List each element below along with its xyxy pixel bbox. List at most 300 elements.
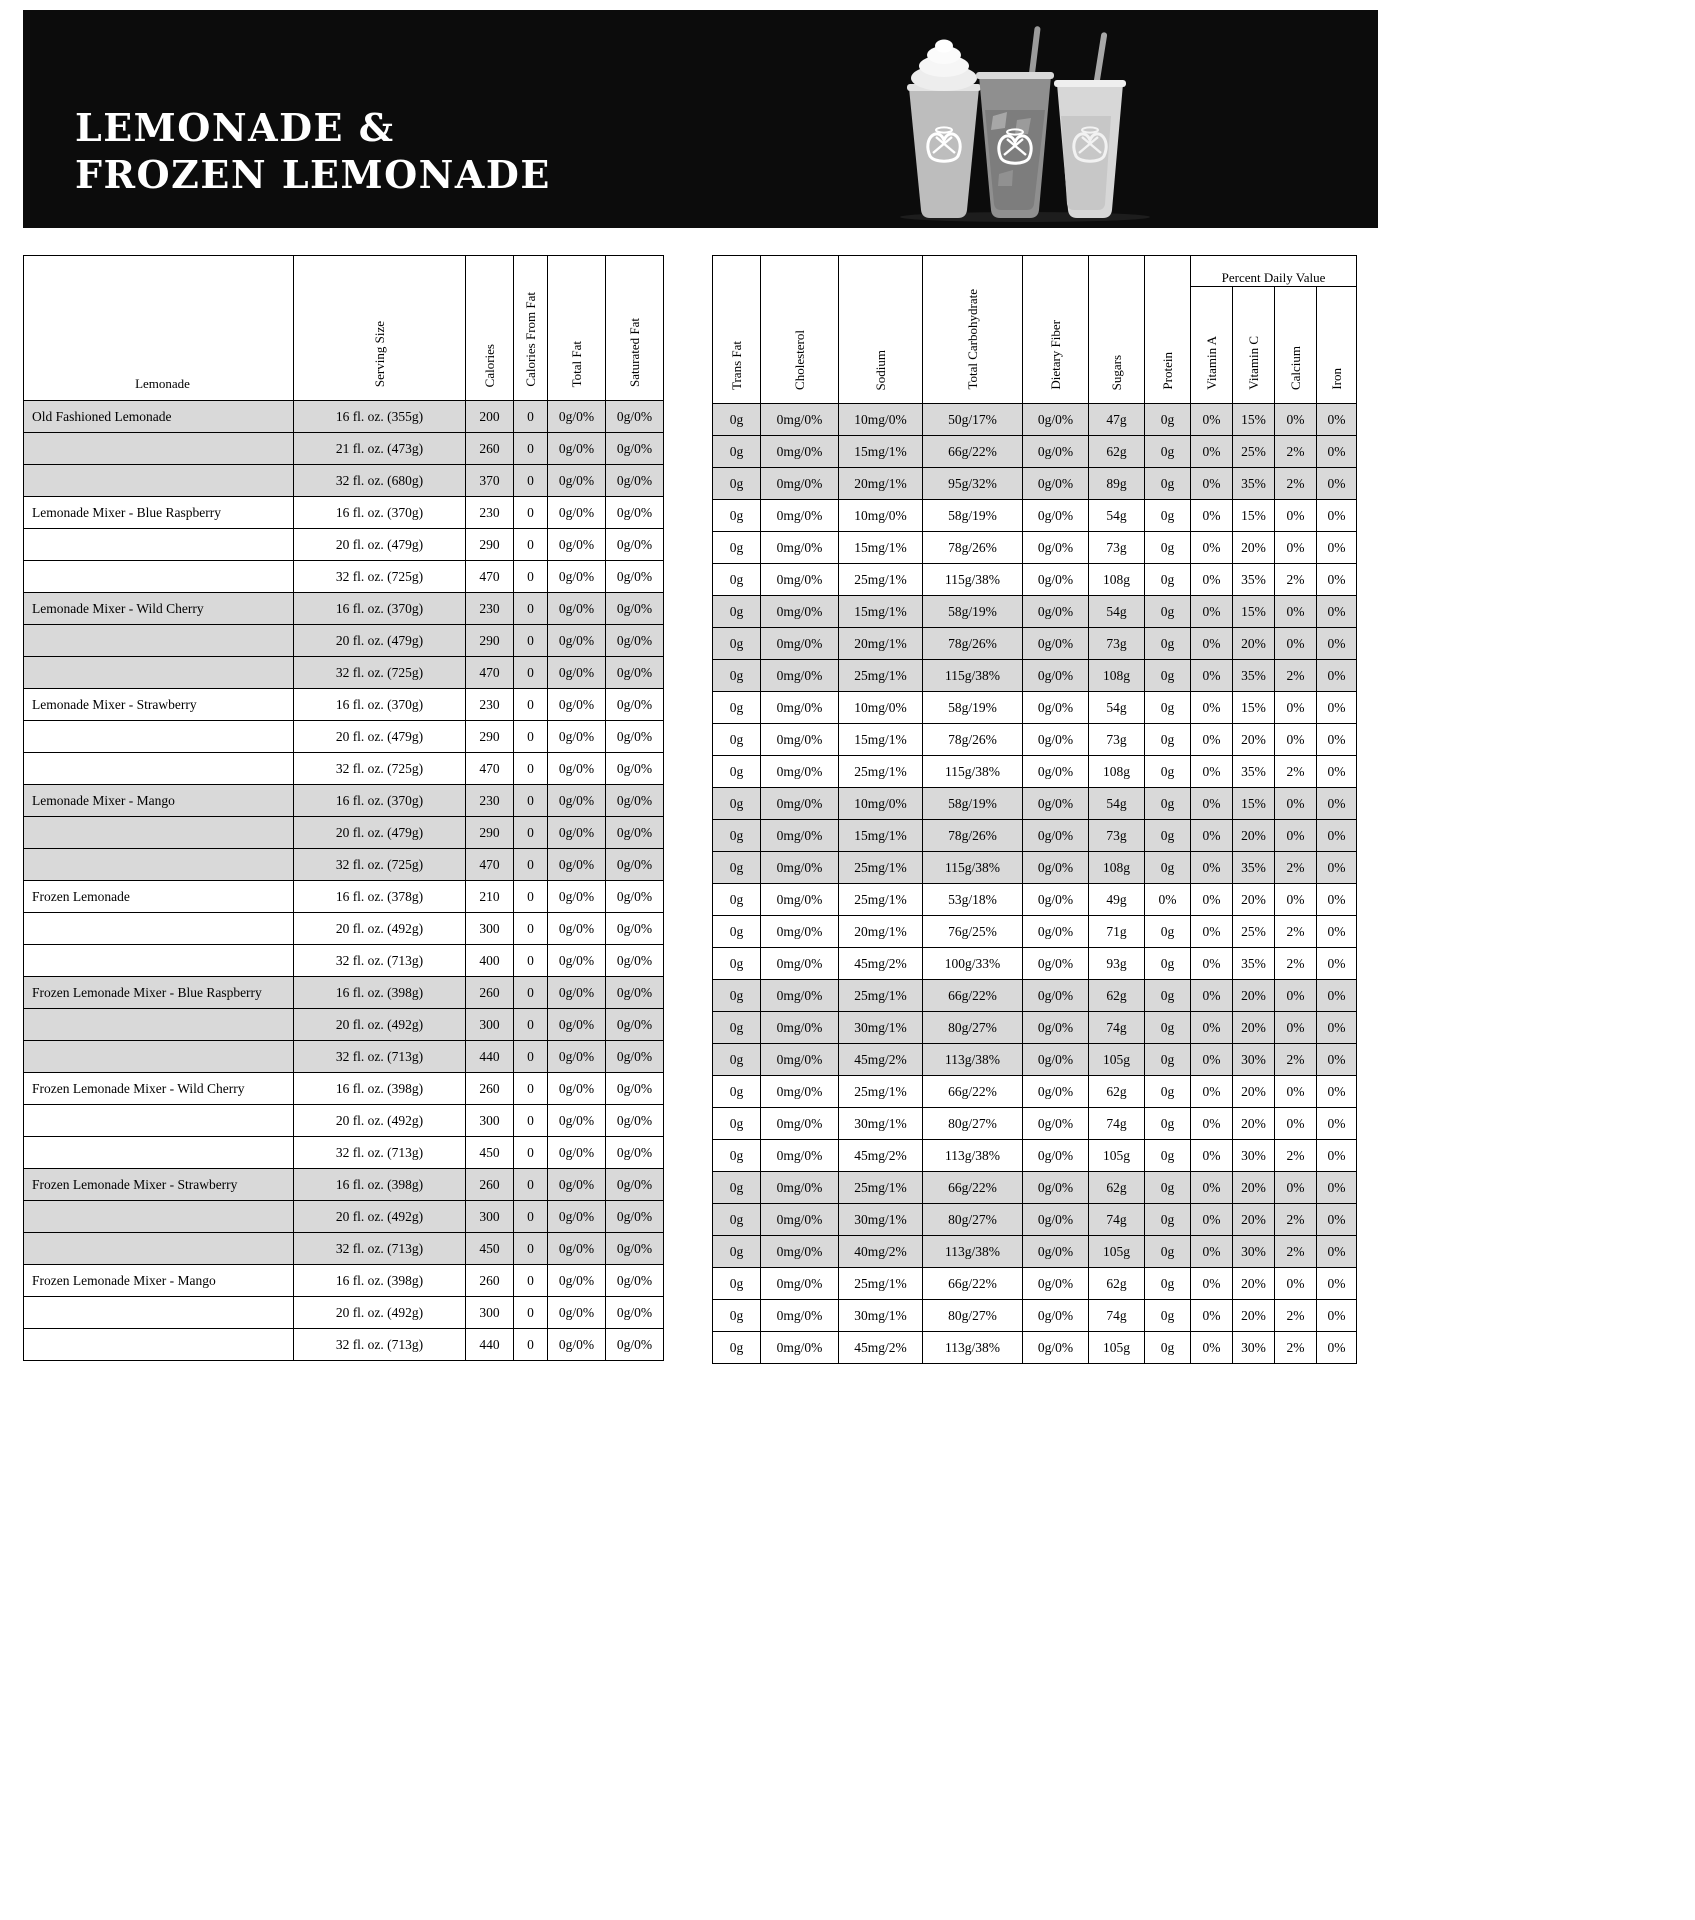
value-cell: 0g/0% — [1023, 852, 1089, 884]
value-cell: 0% — [1275, 884, 1317, 916]
value-cell: 0% — [1191, 980, 1233, 1012]
product-name-cell: Frozen Lemonade — [24, 881, 294, 913]
value-cell: 74g — [1089, 1300, 1145, 1332]
product-name-cell — [24, 1041, 294, 1073]
value-cell: 0g — [1145, 980, 1191, 1012]
value-cell: 89g — [1089, 468, 1145, 500]
value-cell: 0% — [1317, 916, 1357, 948]
value-cell: 20% — [1233, 724, 1275, 756]
value-cell: 0g/0% — [548, 721, 606, 753]
value-cell: 0% — [1275, 628, 1317, 660]
value-cell: 0% — [1275, 596, 1317, 628]
value-cell: 0g/0% — [1023, 436, 1089, 468]
value-cell: 0g/0% — [548, 1169, 606, 1201]
value-cell: 15% — [1233, 500, 1275, 532]
value-cell: 105g — [1089, 1332, 1145, 1364]
value-cell: 45mg/2% — [839, 1332, 923, 1364]
value-cell: 20 fl. oz. (492g) — [294, 1201, 466, 1233]
product-name-cell — [24, 721, 294, 753]
value-cell: 0g — [1145, 1076, 1191, 1108]
value-cell: 0g/0% — [1023, 948, 1089, 980]
value-cell: 0% — [1317, 468, 1357, 500]
value-cell: 78g/26% — [923, 628, 1023, 660]
table-row — [24, 977, 664, 1009]
value-cell: 0 — [514, 433, 548, 465]
table-row — [24, 465, 664, 497]
product-name-cell — [24, 817, 294, 849]
value-cell: 58g/19% — [923, 788, 1023, 820]
value-cell: 0g/0% — [548, 529, 606, 561]
value-cell: 0g/0% — [548, 977, 606, 1009]
value-cell: 0mg/0% — [761, 756, 839, 788]
value-cell: 53g/18% — [923, 884, 1023, 916]
value-cell: 115g/38% — [923, 660, 1023, 692]
value-cell: 0g — [1145, 596, 1191, 628]
value-cell: 0g — [1145, 788, 1191, 820]
value-cell: 0g/0% — [1023, 596, 1089, 628]
value-cell: 0g — [1145, 564, 1191, 596]
value-cell: 25mg/1% — [839, 1172, 923, 1204]
value-cell: 470 — [466, 849, 514, 881]
value-cell: 113g/38% — [923, 1332, 1023, 1364]
value-cell: 0g — [1145, 468, 1191, 500]
value-cell: 0% — [1317, 1108, 1357, 1140]
value-cell: 0g/0% — [1023, 1076, 1089, 1108]
value-cell: 15% — [1233, 692, 1275, 724]
value-cell: 108g — [1089, 852, 1145, 884]
value-cell: 0mg/0% — [761, 532, 839, 564]
table-row — [713, 1332, 1357, 1364]
value-cell: 0g/0% — [606, 881, 664, 913]
value-cell: 0g — [713, 628, 761, 660]
value-cell: 0g — [713, 436, 761, 468]
value-cell: 2% — [1275, 852, 1317, 884]
value-cell: 0 — [514, 817, 548, 849]
value-cell: 290 — [466, 625, 514, 657]
value-cell: 0mg/0% — [761, 564, 839, 596]
value-cell: 25mg/1% — [839, 884, 923, 916]
value-cell: 0g/0% — [1023, 660, 1089, 692]
value-cell: 0g/0% — [548, 881, 606, 913]
table-row — [713, 980, 1357, 1012]
value-cell: 0mg/0% — [761, 1300, 839, 1332]
value-cell: 35% — [1233, 564, 1275, 596]
value-cell: 10mg/0% — [839, 404, 923, 436]
value-cell: 0g — [713, 884, 761, 916]
value-cell: 260 — [466, 1265, 514, 1297]
value-cell: 2% — [1275, 564, 1317, 596]
table-row — [713, 1300, 1357, 1332]
value-cell: 0g — [713, 1172, 761, 1204]
value-cell: 300 — [466, 913, 514, 945]
value-cell: 20% — [1233, 1268, 1275, 1300]
value-cell: 0% — [1317, 692, 1357, 724]
value-cell: 32 fl. oz. (713g) — [294, 945, 466, 977]
value-cell: 0mg/0% — [761, 884, 839, 916]
column-header-sodium — [839, 256, 923, 404]
value-cell: 2% — [1275, 916, 1317, 948]
value-cell: 300 — [466, 1297, 514, 1329]
value-cell: 25% — [1233, 436, 1275, 468]
value-cell: 113g/38% — [923, 1140, 1023, 1172]
value-cell: 62g — [1089, 980, 1145, 1012]
value-cell: 78g/26% — [923, 532, 1023, 564]
table-row — [713, 500, 1357, 532]
product-name-cell — [24, 1233, 294, 1265]
value-cell: 0% — [1317, 820, 1357, 852]
column-header-trans-fat — [713, 256, 761, 404]
value-cell: 15mg/1% — [839, 532, 923, 564]
value-cell: 80g/27% — [923, 1300, 1023, 1332]
column-header-cholesterol — [761, 256, 839, 404]
value-cell: 0% — [1317, 724, 1357, 756]
product-name-cell — [24, 945, 294, 977]
value-cell: 78g/26% — [923, 724, 1023, 756]
value-cell: 440 — [466, 1041, 514, 1073]
product-name-cell: Frozen Lemonade Mixer - Strawberry — [24, 1169, 294, 1201]
product-name-cell: Old Fashioned Lemonade — [24, 401, 294, 433]
table-row — [24, 497, 664, 529]
table-row — [713, 564, 1357, 596]
value-cell: 0g — [713, 564, 761, 596]
value-cell: 0% — [1317, 1268, 1357, 1300]
percent-daily-value-header: Percent Daily Value — [1191, 256, 1357, 287]
value-cell: 20% — [1233, 1172, 1275, 1204]
table-row — [24, 657, 664, 689]
value-cell: 0% — [1191, 628, 1233, 660]
value-cell: 0g/0% — [606, 1009, 664, 1041]
value-cell: 16 fl. oz. (370g) — [294, 593, 466, 625]
value-cell: 0g/0% — [548, 625, 606, 657]
value-cell: 58g/19% — [923, 500, 1023, 532]
value-cell: 66g/22% — [923, 1268, 1023, 1300]
value-cell: 0mg/0% — [761, 628, 839, 660]
product-name-cell: Lemonade Mixer - Blue Raspberry — [24, 497, 294, 529]
value-cell: 0g/0% — [548, 785, 606, 817]
table-row — [713, 948, 1357, 980]
value-cell: 0g/0% — [1023, 1332, 1089, 1364]
value-cell: 20mg/1% — [839, 628, 923, 660]
column-header-label: Sugars — [1108, 354, 1124, 390]
value-cell: 0g/0% — [548, 1201, 606, 1233]
value-cell: 0 — [514, 561, 548, 593]
value-cell: 0g/0% — [606, 497, 664, 529]
table-row — [713, 724, 1357, 756]
value-cell: 105g — [1089, 1140, 1145, 1172]
left-table-body — [24, 401, 664, 1361]
table-row — [24, 689, 664, 721]
value-cell: 0g — [713, 1044, 761, 1076]
value-cell: 0% — [1275, 724, 1317, 756]
value-cell: 0g/0% — [1023, 1140, 1089, 1172]
value-cell: 0mg/0% — [761, 436, 839, 468]
value-cell: 0g — [1145, 1332, 1191, 1364]
value-cell: 0 — [514, 1297, 548, 1329]
value-cell: 0 — [514, 657, 548, 689]
value-cell: 300 — [466, 1009, 514, 1041]
value-cell: 0g/0% — [548, 433, 606, 465]
value-cell: 10mg/0% — [839, 500, 923, 532]
value-cell: 15mg/1% — [839, 596, 923, 628]
nutrition-table-left — [23, 255, 664, 1361]
value-cell: 20 fl. oz. (479g) — [294, 625, 466, 657]
value-cell: 0g — [713, 404, 761, 436]
value-cell: 0% — [1191, 788, 1233, 820]
value-cell: 2% — [1275, 1204, 1317, 1236]
value-cell: 0g/0% — [1023, 564, 1089, 596]
value-cell: 0g/0% — [1023, 724, 1089, 756]
value-cell: 0g — [1145, 1268, 1191, 1300]
column-header-label: Serving Size — [371, 320, 387, 387]
value-cell: 0% — [1191, 1332, 1233, 1364]
value-cell: 0% — [1145, 884, 1191, 916]
value-cell: 10mg/0% — [839, 692, 923, 724]
value-cell: 0% — [1191, 596, 1233, 628]
column-header-label: Lemonade — [135, 376, 190, 391]
value-cell: 45mg/2% — [839, 1044, 923, 1076]
column-header-label: Vitamin A — [1203, 336, 1219, 390]
column-header-label: Dietary Fiber — [1047, 320, 1063, 390]
table-row — [24, 1201, 664, 1233]
value-cell: 32 fl. oz. (680g) — [294, 465, 466, 497]
table-row — [713, 436, 1357, 468]
value-cell: 105g — [1089, 1044, 1145, 1076]
value-cell: 74g — [1089, 1204, 1145, 1236]
product-name-cell — [24, 1009, 294, 1041]
value-cell: 16 fl. oz. (378g) — [294, 881, 466, 913]
value-cell: 0g — [1145, 532, 1191, 564]
value-cell: 0% — [1317, 788, 1357, 820]
page-title-line2: FROZEN LEMONADE — [75, 152, 551, 197]
table-row — [24, 1169, 664, 1201]
value-cell: 0% — [1191, 916, 1233, 948]
table-row — [713, 596, 1357, 628]
column-header-saturated-fat — [606, 256, 664, 401]
value-cell: 20% — [1233, 628, 1275, 660]
value-cell: 0g/0% — [548, 1265, 606, 1297]
value-cell: 0 — [514, 977, 548, 1009]
value-cell: 0g/0% — [1023, 980, 1089, 1012]
value-cell: 0g — [713, 852, 761, 884]
value-cell: 0g/0% — [548, 945, 606, 977]
value-cell: 0g/0% — [606, 913, 664, 945]
cup-whipped — [907, 40, 981, 219]
value-cell: 0g/0% — [606, 817, 664, 849]
value-cell: 0% — [1191, 500, 1233, 532]
value-cell: 0g/0% — [1023, 756, 1089, 788]
value-cell: 0g/0% — [606, 1201, 664, 1233]
value-cell: 0g/0% — [1023, 788, 1089, 820]
value-cell: 0g/0% — [548, 689, 606, 721]
value-cell: 0g/0% — [606, 753, 664, 785]
value-cell: 0g/0% — [548, 1297, 606, 1329]
value-cell: 0% — [1191, 404, 1233, 436]
value-cell: 0g/0% — [548, 465, 606, 497]
value-cell: 2% — [1275, 1044, 1317, 1076]
column-header-vitamin-c — [1233, 286, 1275, 403]
value-cell: 0 — [514, 785, 548, 817]
value-cell: 25mg/1% — [839, 980, 923, 1012]
value-cell: 0g — [1145, 404, 1191, 436]
value-cell: 100g/33% — [923, 948, 1023, 980]
product-name-cell: Lemonade Mixer - Strawberry — [24, 689, 294, 721]
value-cell: 0g/0% — [548, 561, 606, 593]
column-header-serving-size — [294, 256, 466, 401]
value-cell: 0g/0% — [606, 1073, 664, 1105]
value-cell: 30% — [1233, 1140, 1275, 1172]
value-cell: 0% — [1317, 1300, 1357, 1332]
table-row — [24, 561, 664, 593]
value-cell: 0g/0% — [606, 1137, 664, 1169]
value-cell: 470 — [466, 657, 514, 689]
table-row — [24, 1041, 664, 1073]
value-cell: 0g — [1145, 1236, 1191, 1268]
value-cell: 0g/0% — [606, 977, 664, 1009]
value-cell: 80g/27% — [923, 1108, 1023, 1140]
value-cell: 45mg/2% — [839, 1140, 923, 1172]
column-header-dietary-fiber — [1023, 256, 1089, 404]
value-cell: 30% — [1233, 1044, 1275, 1076]
value-cell: 0g — [713, 596, 761, 628]
value-cell: 0g — [713, 1236, 761, 1268]
value-cell: 0% — [1191, 436, 1233, 468]
value-cell: 20 fl. oz. (479g) — [294, 721, 466, 753]
value-cell: 0% — [1317, 1236, 1357, 1268]
value-cell: 0g — [713, 1204, 761, 1236]
value-cell: 32 fl. oz. (725g) — [294, 561, 466, 593]
value-cell: 0g — [1145, 1044, 1191, 1076]
value-cell: 15% — [1233, 596, 1275, 628]
table-row — [713, 1012, 1357, 1044]
value-cell: 0mg/0% — [761, 1268, 839, 1300]
value-cell: 0g/0% — [1023, 1300, 1089, 1332]
value-cell: 2% — [1275, 1140, 1317, 1172]
table-row — [713, 404, 1357, 436]
value-cell: 0% — [1275, 404, 1317, 436]
column-header-label: Sodium — [872, 349, 888, 390]
cup-right — [1054, 32, 1126, 218]
value-cell: 0g — [1145, 756, 1191, 788]
value-cell: 0g/0% — [548, 1073, 606, 1105]
value-cell: 0mg/0% — [761, 1204, 839, 1236]
value-cell: 30% — [1233, 1236, 1275, 1268]
value-cell: 30mg/1% — [839, 1108, 923, 1140]
value-cell: 0g/0% — [606, 945, 664, 977]
table-row — [24, 1105, 664, 1137]
value-cell: 2% — [1275, 1300, 1317, 1332]
value-cell: 25mg/1% — [839, 1076, 923, 1108]
value-cell: 20 fl. oz. (492g) — [294, 1009, 466, 1041]
product-name-cell — [24, 913, 294, 945]
header-banner — [23, 10, 1378, 228]
value-cell: 370 — [466, 465, 514, 497]
value-cell: 0mg/0% — [761, 820, 839, 852]
value-cell: 0g — [713, 1300, 761, 1332]
value-cell: 0g/0% — [606, 657, 664, 689]
value-cell: 0% — [1191, 820, 1233, 852]
value-cell: 15% — [1233, 788, 1275, 820]
value-cell: 0g — [713, 1332, 761, 1364]
value-cell: 20% — [1233, 532, 1275, 564]
value-cell: 10mg/0% — [839, 788, 923, 820]
value-cell: 62g — [1089, 1076, 1145, 1108]
value-cell: 32 fl. oz. (725g) — [294, 657, 466, 689]
value-cell: 0g/0% — [1023, 884, 1089, 916]
value-cell: 0 — [514, 849, 548, 881]
value-cell: 0g — [1145, 1140, 1191, 1172]
value-cell: 0g/0% — [606, 1169, 664, 1201]
value-cell: 0g — [1145, 628, 1191, 660]
page-title — [75, 104, 551, 198]
value-cell: 20mg/1% — [839, 916, 923, 948]
value-cell: 0% — [1317, 596, 1357, 628]
value-cell: 2% — [1275, 756, 1317, 788]
value-cell: 0% — [1275, 788, 1317, 820]
value-cell: 0g/0% — [1023, 692, 1089, 724]
value-cell: 0mg/0% — [761, 660, 839, 692]
value-cell: 0% — [1191, 564, 1233, 596]
value-cell: 16 fl. oz. (398g) — [294, 1073, 466, 1105]
value-cell: 15mg/1% — [839, 436, 923, 468]
value-cell: 0g — [1145, 692, 1191, 724]
value-cell: 230 — [466, 689, 514, 721]
product-name-cell — [24, 465, 294, 497]
value-cell: 66g/22% — [923, 436, 1023, 468]
value-cell: 16 fl. oz. (370g) — [294, 497, 466, 529]
value-cell: 16 fl. oz. (398g) — [294, 1169, 466, 1201]
value-cell: 0g — [1145, 660, 1191, 692]
value-cell: 21 fl. oz. (473g) — [294, 433, 466, 465]
value-cell: 0g — [1145, 436, 1191, 468]
value-cell: 0g/0% — [606, 1041, 664, 1073]
value-cell: 54g — [1089, 788, 1145, 820]
value-cell: 0mg/0% — [761, 500, 839, 532]
value-cell: 108g — [1089, 756, 1145, 788]
column-header-label: Vitamin C — [1245, 336, 1261, 390]
value-cell: 290 — [466, 721, 514, 753]
value-cell: 440 — [466, 1329, 514, 1361]
value-cell: 0% — [1191, 948, 1233, 980]
value-cell: 0 — [514, 593, 548, 625]
value-cell: 25% — [1233, 916, 1275, 948]
table-row — [24, 849, 664, 881]
value-cell: 0% — [1275, 1076, 1317, 1108]
value-cell: 0 — [514, 881, 548, 913]
table-row — [713, 468, 1357, 500]
value-cell: 20% — [1233, 820, 1275, 852]
table-row — [24, 881, 664, 913]
value-cell: 62g — [1089, 1172, 1145, 1204]
value-cell: 0g/0% — [1023, 628, 1089, 660]
column-header-iron — [1317, 286, 1357, 403]
value-cell: 230 — [466, 785, 514, 817]
column-header-label: Saturated Fat — [626, 318, 642, 387]
value-cell: 35% — [1233, 660, 1275, 692]
value-cell: 0g/0% — [548, 753, 606, 785]
value-cell: 0g — [1145, 1108, 1191, 1140]
value-cell: 16 fl. oz. (370g) — [294, 689, 466, 721]
value-cell: 20 fl. oz. (479g) — [294, 817, 466, 849]
value-cell: 0g/0% — [1023, 532, 1089, 564]
product-name-cell — [24, 657, 294, 689]
value-cell: 35% — [1233, 948, 1275, 980]
product-name-cell — [24, 1297, 294, 1329]
value-cell: 0g/0% — [606, 849, 664, 881]
value-cell: 0 — [514, 1041, 548, 1073]
value-cell: 30% — [1233, 1332, 1275, 1364]
value-cell: 0mg/0% — [761, 404, 839, 436]
value-cell: 0% — [1317, 852, 1357, 884]
